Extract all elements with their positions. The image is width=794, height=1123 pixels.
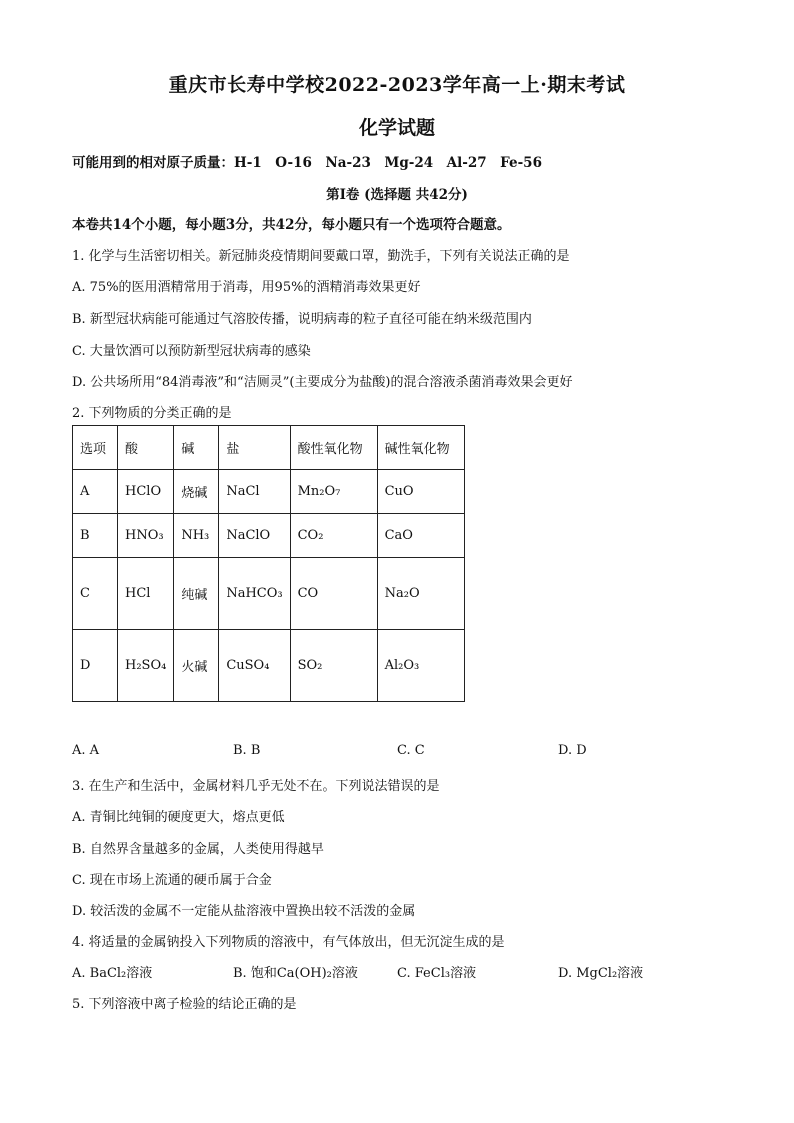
q4-option-c: C. FeCl₃溶液 — [397, 966, 477, 981]
q4-stem: 4. 将适量的金属钠投入下列物质的溶液中，有气体放出，但无沉淀生成的是 — [72, 935, 505, 950]
q2-option-c: C. C — [397, 743, 425, 758]
table-header-cell: 酸 — [118, 426, 174, 470]
table-cell: B — [73, 514, 118, 558]
table-cell: NaCl — [219, 470, 290, 514]
q1-option-c: C. 大量饮酒可以预防新型冠状病毒的感染 — [72, 344, 311, 359]
exam-subtitle: 化学试题 — [358, 117, 435, 139]
table-header-cell: 选项 — [73, 426, 118, 470]
table-cell: 纯碱 — [174, 558, 219, 630]
table-header-cell: 碱 — [174, 426, 219, 470]
table-row — [73, 558, 465, 630]
table-header-cell: 酸性氧化物 — [290, 426, 377, 470]
table-cell: CO — [290, 558, 377, 630]
table-cell: Na₂O — [377, 558, 464, 630]
atomic-masses: 可能用到的相对原子质量：H-1 O-16 Na-23 Mg-24 Al-27 Fe-56 — [72, 155, 542, 171]
table-cell: Mn₂O₇ — [290, 470, 377, 514]
section-heading: 第Ⅰ卷 (选择题 共42分) — [326, 187, 468, 203]
q1-option-b: B. 新型冠状病能可能通过气溶胶传播，说明病毒的粒子直径可能在纳米级范围内 — [72, 312, 532, 327]
q3-option-a: A. 青铜比纯铜的硬度更大，熔点更低 — [72, 810, 285, 825]
q3-option-b: B. 自然界含量越多的金属，人类使用得越早 — [72, 842, 324, 857]
q4-option-b: B. 饱和Ca(OH)₂溶液 — [233, 966, 358, 981]
table-cell: SO₂ — [290, 630, 377, 702]
table-cell: CaO — [377, 514, 464, 558]
table-cell: NaClO — [219, 514, 290, 558]
q3-option-d: D. 较活泼的金属不一定能从盐溶液中置换出较不活泼的金属 — [72, 904, 416, 919]
q1-stem: 1. 化学与生活密切相关。新冠肺炎疫情期间要戴口罩，勤洗手，下列有关说法正确的是 — [72, 249, 570, 264]
table-cell: Al₂O₃ — [377, 630, 464, 702]
q5-stem: 5. 下列溶液中离子检验的结论正确的是 — [72, 997, 297, 1012]
table-header-cell: 碱性氧化物 — [377, 426, 464, 470]
q2-option-d: D. D — [558, 743, 587, 758]
table-row — [73, 630, 465, 702]
q3-option-c: C. 现在市场上流通的硬币属于合金 — [72, 873, 272, 888]
q3-stem: 3. 在生产和生活中，金属材料几乎无处不在。下列说法错误的是 — [72, 779, 440, 794]
table-header-cell: 盐 — [219, 426, 290, 470]
table-cell: H₂SO₄ — [118, 630, 174, 702]
exam-title: 重庆市长寿中学校2022-2023学年高一上·期末考试 — [168, 74, 626, 96]
q4-option-a: A. BaCl₂溶液 — [72, 966, 153, 981]
table-cell: C — [73, 558, 118, 630]
table-cell: 火碱 — [174, 630, 219, 702]
table-cell: NH₃ — [174, 514, 219, 558]
table-row — [73, 470, 465, 514]
table-cell: HClO — [118, 470, 174, 514]
table-cell: CuO — [377, 470, 464, 514]
table-cell: 烧碱 — [174, 470, 219, 514]
table-cell: D — [73, 630, 118, 702]
q2-option-b: B. B — [233, 743, 261, 758]
table-cell: HNO₃ — [118, 514, 174, 558]
q4-option-d: D. MgCl₂溶液 — [558, 966, 644, 981]
table-cell: CuSO₄ — [219, 630, 290, 702]
q2-option-a: A. A — [72, 743, 100, 758]
table-cell: HCl — [118, 558, 174, 630]
table-cell: NaHCO₃ — [219, 558, 290, 630]
table-header-row — [73, 426, 465, 470]
q1-option-d: D. 公共场所用“84消毒液”和“洁厕灵”(主要成分为盐酸)的混合溶液杀菌消毒效果会更好 — [72, 375, 573, 390]
table-row — [73, 514, 465, 558]
table-cell: CO₂ — [290, 514, 377, 558]
classification-table — [72, 425, 465, 702]
q1-option-a: A. 75%的医用酒精常用于消毒，用95%的酒精消毒效果更好 — [72, 280, 421, 295]
table-cell: A — [73, 470, 118, 514]
q2-stem: 2. 下列物质的分类正确的是 — [72, 406, 232, 421]
section-instructions: 本卷共14个小题，每小题3分，共42分，每小题只有一个选项符合题意。 — [72, 217, 511, 233]
